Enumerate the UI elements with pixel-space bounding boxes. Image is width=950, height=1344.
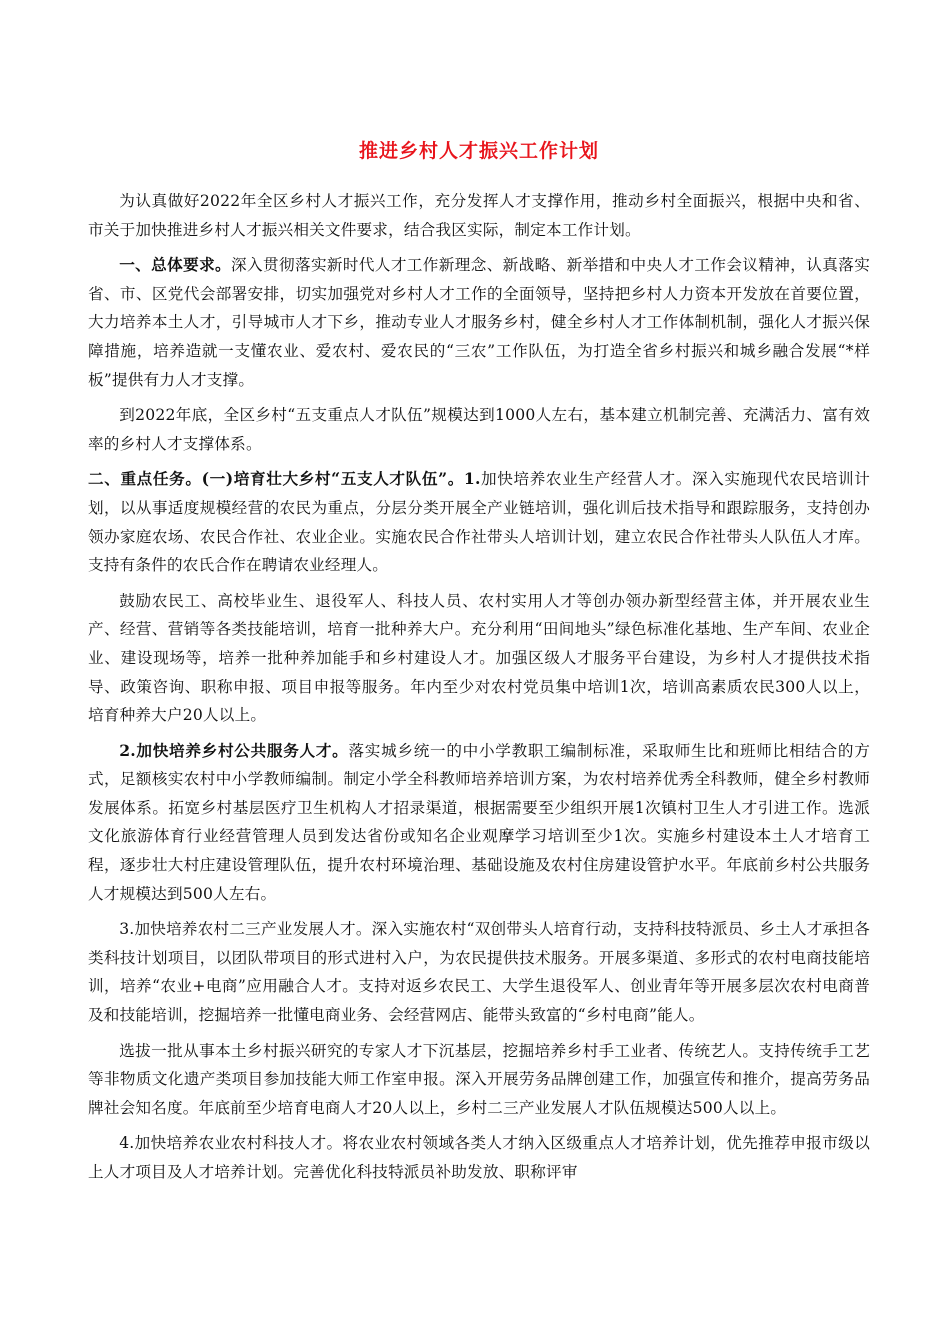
paragraph-encourage-entrepreneurs [88, 587, 870, 730]
paragraph-experts-artisans [88, 1037, 870, 1123]
paragraph-tech-talent [88, 1129, 870, 1186]
paragraph-text: 深入贯彻落实新时代人才工作新理念、新战略、新举措和中央人才工作会议精神，认真落实省、市、区党代会部署安排，切实加强党对乡村人才工作的全面领导，坚持把乡村人力资本开发放在首要位置，大力培养本土人才，引导城市人才下乡，推动专业人才服务乡村，健全乡村人才工作体制机制，强化人才振兴保障措施，培养造就一支懂农业、爱农村、爱农民的“三农”工作队伍，为打造全省乡村振兴和城乡融合发展“*样板”提供有力人才支撑。 [88, 256, 870, 389]
paragraph-target-2022 [88, 401, 870, 458]
paragraph-general-requirements [88, 251, 870, 394]
paragraph-text: 3.加快培养农村二三产业发展人才。深入实施农村“双创带头人培育行动，支持科技特派员、乡土人才承担各类科技计划项目，以团队带项目的形式进村入户，为农民提供技术服务。开展多渠道、多形式的农村电商技能培训，培养“农业+电商”应用融合人才。支持对返乡农民工、大学生退役军人、创业青年等开展多层次农村电商普及和技能培训，挖掘培养一批懂电商业务、会经营网店、能带头致富的“乡村电商”能人。 [88, 920, 870, 1025]
paragraph-text: 鼓励农民工、高校毕业生、退役军人、科技人员、农村实用人才等创办领办新型经营主体，并开展农业生产、经营、营销等各类技能培训，培育一批种养大户。充分利用“田间地头”绿色标准化基地、生产车间、农业企业、建设现场等，培养一批种养加能手和乡村建设人才。加强区级人才服务平台建设，为乡村人才提供技术指导、政策咨询、职称申报、项目申报等服务。年内至少对农村党员集中培训1次，培训高素质农民300人以上，培育种养大户20人以上。 [88, 591, 870, 725]
paragraph-key-tasks [88, 465, 870, 579]
paragraph-lead: 二、重点任务。(一)培育壮大乡村“五支人才队伍”。1. [88, 469, 481, 489]
paragraph-intro [88, 187, 870, 244]
paragraph-industry-talent [88, 915, 870, 1029]
paragraph-text: 加快培养农业生产经营人才。深入实施现代农民培训计划，以从事适度规模经营的农民为重点，分层分类开展全产业链培训，强化训后技术指导和跟踪服务，支持创办领办家庭农场、农民合作社、农业企业。实施农民合作社带头人培训计划，建立农民合作社带头人队伍人才库。支持有条件的农氏合作在聘请农业经理人。 [88, 470, 870, 575]
paragraph-lead: 一、总体要求。 [119, 255, 232, 275]
paragraph-text: 到2022年底，全区乡村“五支重点人才队伍”规模达到1000人左右，基本建立机制完善、充满活力、富有效率的乡村人才支撑体系。 [88, 406, 870, 453]
paragraph-lead: 2.加快培养乡村公共服务人才。 [119, 740, 349, 760]
paragraph-text: 4.加快培养农业农村科技人才。将农业农村领域各类人才纳入区级重点人才培养计划，优先推荐申报市级以上人才项目及人才培养计划。完善优化科技特派员补助发放、职称评审 [88, 1134, 870, 1181]
document-title: 推进乡村人才振兴工作计划 [358, 140, 599, 162]
paragraph-text: 选拔一批从事本土乡村振兴研究的专家人才下沉基层，挖掘培养乡村手工业者、传统艺人。支持传统手工艺等非物质文化遗产类项目参加技能大师工作室申报。深入开展劳务品牌创建工作，加强宣传和推介，提高劳务品牌社会知名度。年底前至少培育电商人才20人以上，乡村二三产业发展人才队伍规模达500人以上。 [88, 1041, 870, 1117]
paragraph-public-service-talent [88, 737, 870, 909]
paragraph-text: 为认真做好2022年全区乡村人才振兴工作，充分发挥人才支撑作用，推动乡村全面振兴，根据中央和省、市关于加快推进乡村人才振兴相关文件要求，结合我区实际，制定本工作计划。 [88, 192, 870, 239]
paragraph-text: 落实城乡统一的中小学教职工编制标准，采取师生比和班师比相结合的方式，足额核实农村中小学教师编制。制定小学全科教师培养培训方案，为农村培养优秀全科教师，健全乡村教师发展体系。拓宽乡村基层医疗卫生机构人才招录渠道，根据需要至少组织开展1次镇村卫生人才引进工作。选派文化旅游体育行业经营管理人员到发达省份或知名企业观摩学习培训至少1次。实施乡村建设本土人才培育工程，逐步壮大村庄建设管理队伍，提升农村环境治理、基础设施及农村住房建设管护水平。年底前乡村公共服务人才规模达到500人左右。 [88, 741, 870, 903]
